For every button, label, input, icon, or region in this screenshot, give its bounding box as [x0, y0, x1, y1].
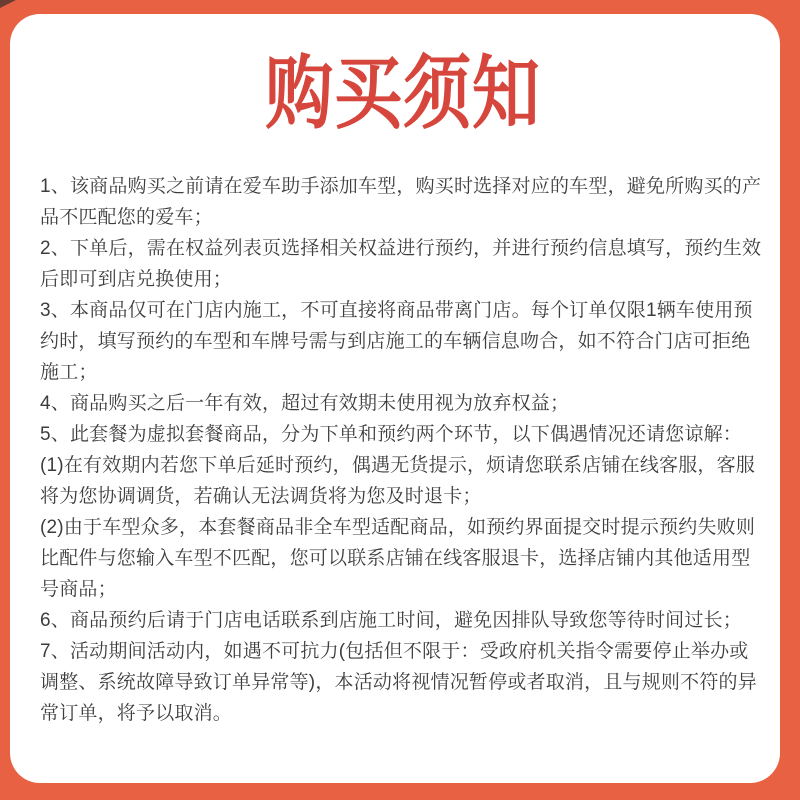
- notice-item: 4、商品购买之后一年有效，超过有效期未使用视为放弃权益；: [40, 393, 570, 414]
- page-title: 购买须知: [265, 49, 541, 138]
- notice-item: 2、下单后，需在权益列表页选择相关权益进行预约，并进行预约信息填写，预约生效后即可到店兑换使用；: [40, 238, 762, 290]
- notice-item: 5、此套餐为虚拟套餐商品，分为下单和预约两个环节，以下偶遇情况还请您谅解：: [40, 424, 742, 445]
- notice-subitem: (1)在有效期内若您下单后延时预约，偶遇无货提示，烦请您联系店铺在线客服，客服将为您协调调货，若确认无法调货将为您及时退卡；: [40, 455, 756, 507]
- notice-item: 6、商品预约后请于门店电话联系到店施工时间，避免因排队导致您等待时间过长；: [40, 610, 742, 631]
- corner-artifact: [0, 0, 16, 8]
- notice-subitem: (2)由于车型众多，本套餐商品非全车型适配商品，如预约界面提交时提示预约失败则比配件与您输入车型不匹配，您可以联系店铺在线客服退卡，选择店铺内其他适用型号商品；: [40, 517, 756, 600]
- notice-item: 1、该商品购买之前请在爱车助手添加车型，购买时选择对应的车型，避免所购买的产品不匹配您的爱车；: [40, 176, 762, 228]
- notice-body: [40, 171, 766, 729]
- notice-card: [10, 14, 780, 783]
- notice-item: 3、本商品仅可在门店内施工，不可直接将商品带离门店。每个订单仅限1辆车使用预约时，填写预约的车型和车牌号需与到店施工的车辆信息吻合，如不符合门店可拒绝施工；: [40, 300, 753, 383]
- notice-item: 7、活动期间活动内，如遇不可抗力(包括但不限于：受政府机关指令需要停止举办或调整、系统故障导致订单异常等)，本活动将视情况暂停或者取消，且与规则不符的异常订单，将予以取消。: [40, 641, 757, 724]
